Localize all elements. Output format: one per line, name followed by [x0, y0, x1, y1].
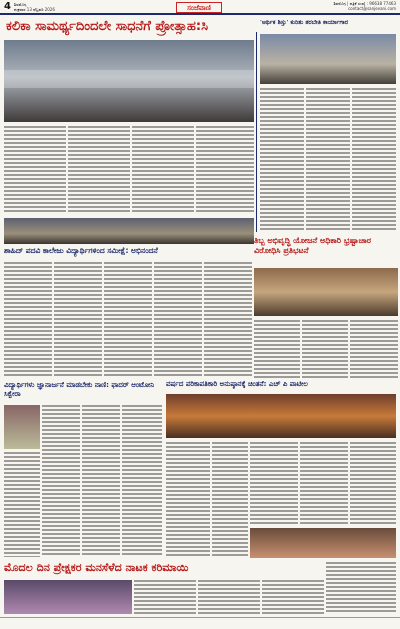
- main-story-text-col-3: [132, 126, 194, 214]
- lower-right-text-col-5: [350, 442, 396, 524]
- masthead: [0, 0, 400, 15]
- masthead-location: ಶಿವಮೊಗ್ಗ: [14, 2, 27, 7]
- main-story-text-col-1: [4, 126, 66, 214]
- main-story-text-col-4: [196, 126, 254, 214]
- middle-headline: ಶಾಹಿದ್ ಪದವಿ ಕಾಲೇಜು ವಿದ್ಯಾರ್ಥಿಗಳಿಂದ ಸಮೀಕ್ಷೆ: ಅಭಿನಂದನೆ: [4, 247, 158, 255]
- bottom-story-text-col-4: [326, 562, 396, 614]
- lower-right-text-col-1: [166, 442, 210, 558]
- middle-story-text-col-2: [54, 262, 102, 376]
- lower-right-text-col-3: [250, 442, 298, 524]
- right-top-text-col-2: [306, 88, 350, 232]
- right-middle-text-col-3: [350, 320, 398, 378]
- bottom-story-photo: [4, 580, 132, 614]
- right-middle-text-col-2: [302, 320, 348, 378]
- lower-left-text-col-3: [122, 405, 162, 557]
- registration-dots-left: [6, 621, 30, 627]
- bottom-story-text-col-3: [262, 580, 324, 614]
- bottom-headline: ಮೊದಲ ದಿನ ಪ್ರೇಕ್ಷಕರ ಮನಸೆಳೆದ ನಾಟಕ ಕರಿಮಾಯಿ: [4, 562, 189, 574]
- masthead-phone: ಶಿವಮೊಗ್ಗ | ಪತ್ರಿಕೆ ಸಂಖ್ಯೆ : 96638 77463: [333, 1, 396, 6]
- lower-right-photo: [166, 394, 396, 438]
- lower-left-text-col-2: [82, 405, 120, 557]
- masthead-contact: [333, 1, 396, 11]
- lower-right-text-col-2: [212, 442, 248, 558]
- page-number: 4: [4, 1, 11, 12]
- lower-left-text-col-0: [4, 452, 40, 557]
- middle-story-text-col-4: [154, 262, 202, 376]
- registration-dots-right: [370, 621, 394, 627]
- lower-right-text-col-4: [300, 442, 348, 524]
- newspaper-logo: ಸಂಜೆವಾಣಿ: [176, 2, 222, 13]
- middle-story-text-col-5: [204, 262, 252, 376]
- bottom-story-text-col-1: [134, 580, 196, 614]
- masthead-date: ಶುಕ್ರವಾರ 13 ಫೆಬ್ರವರಿ 2026: [14, 7, 55, 12]
- middle-story-text-col-1: [4, 262, 52, 376]
- lower-left-headline: ವಿದ್ಯಾರ್ಥಿಗಳು ಜ್ಞಾನಾರ್ಜನೆ ಮಾಡಬೇಕು ನಾಣಿ: ಫಾದರ್ ಆಂಟೋನಿ ಸಿಕ್ವೇರಾ: [4, 381, 155, 399]
- main-story-text-col-2: [68, 126, 130, 214]
- print-footer: [0, 617, 400, 629]
- bottom-story-text-col-2: [198, 580, 260, 614]
- main-headline: ಕಲಿಕಾ ಸಾಮರ್ಥ್ಯದಿಂದಲೇ ಸಾಧನೆಗೆ ಪ್ರೋತ್ಸಾಹ:ಸಿ: [6, 20, 209, 34]
- lower-left-text-col-1: [42, 405, 80, 557]
- right-top-text-col-3: [352, 88, 396, 232]
- right-top-text-col-1: [260, 88, 304, 232]
- column-divider: [256, 32, 257, 232]
- right-middle-photo: [254, 268, 398, 316]
- masthead-email: contact@sanjevani.com: [348, 6, 396, 11]
- lower-right-headline: ವರ್ಷದ ಪರಿಕಾಪತಿಕಾರಿ ಅನುಷ್ಠಾನಕ್ಕೆ ಚಿಂತನೆ: ಎಚ್ ಪಿ ಪಾಟೀಲ: [166, 381, 308, 388]
- middle-story-text-col-3: [104, 262, 152, 376]
- lower-right-small-photo: [250, 528, 396, 558]
- lower-left-portrait: [4, 405, 40, 449]
- middle-story-photo: [4, 218, 254, 244]
- right-middle-text-col-1: [254, 320, 300, 378]
- right-top-headline: 'ಆರ್ಥಿಕ ಶಿಸ್ತು' ಕುರಿತು ತರಬೇತಿ ಕಾರ್ಯಾಗಾರ: [260, 20, 349, 26]
- right-middle-headline: ತಿಬ್ಬ ಅಭಿವೃದ್ಧಿ ಯೋಜನೆ ಅಧಿಕಾರಿ ಭ್ರಷ್ಟಾಚಾರ ವಿರೋಧಿಸಿ ಪ್ರತಿಭಟನೆ: [254, 236, 371, 255]
- right-top-photo: [260, 34, 396, 84]
- main-story-photo: [4, 40, 254, 122]
